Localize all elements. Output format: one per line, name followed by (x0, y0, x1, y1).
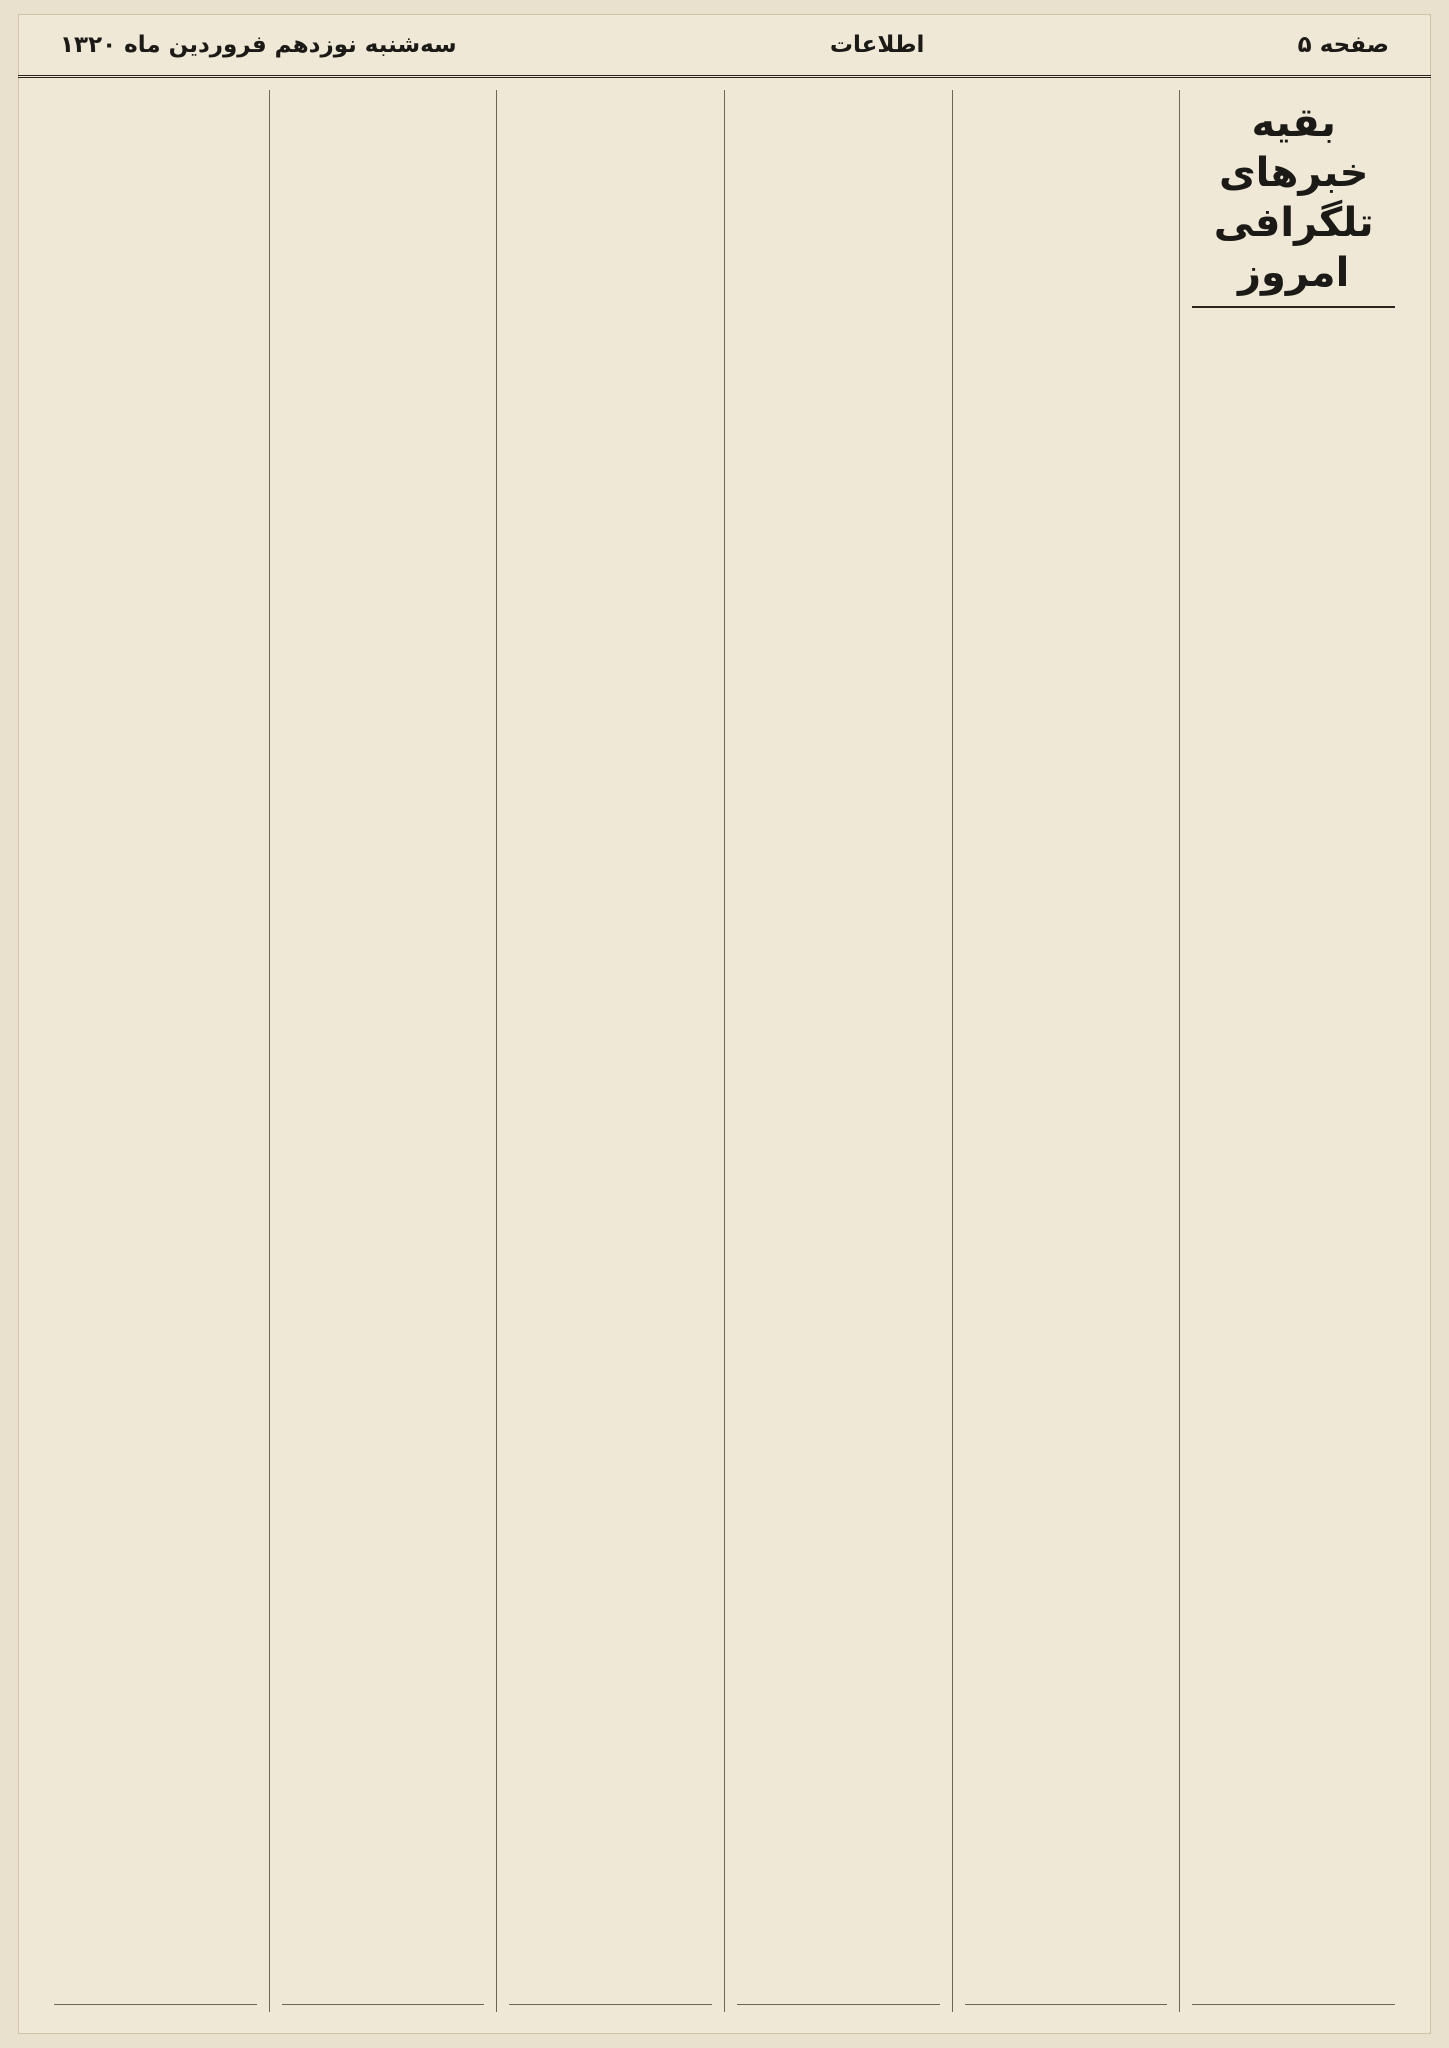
column-2 (952, 90, 1180, 2012)
column-5 (269, 90, 497, 2012)
newspaper-name: اطلاعات (829, 31, 925, 58)
article-columns (42, 90, 1407, 2012)
column-rule (737, 2004, 940, 2006)
newspaper-page (18, 14, 1431, 2034)
column-rule (282, 2004, 485, 2006)
column-rule (965, 2004, 1168, 2006)
column-3 (724, 90, 952, 2012)
lead-headline: بقیه خبرهای تلگرافی امروز (1192, 98, 1395, 308)
column-rule (54, 2004, 257, 2006)
masthead (18, 14, 1431, 78)
column-rule (509, 2004, 712, 2006)
column-4 (496, 90, 724, 2012)
column-1 (1179, 90, 1407, 2012)
column-rule (1192, 2004, 1395, 2006)
column-6 (42, 90, 269, 2012)
page-number: صفحه ۵ (1297, 31, 1389, 58)
date-line: سه‌شنبه نوزدهم فروردین ماه ۱۳۲۰ (60, 31, 457, 58)
